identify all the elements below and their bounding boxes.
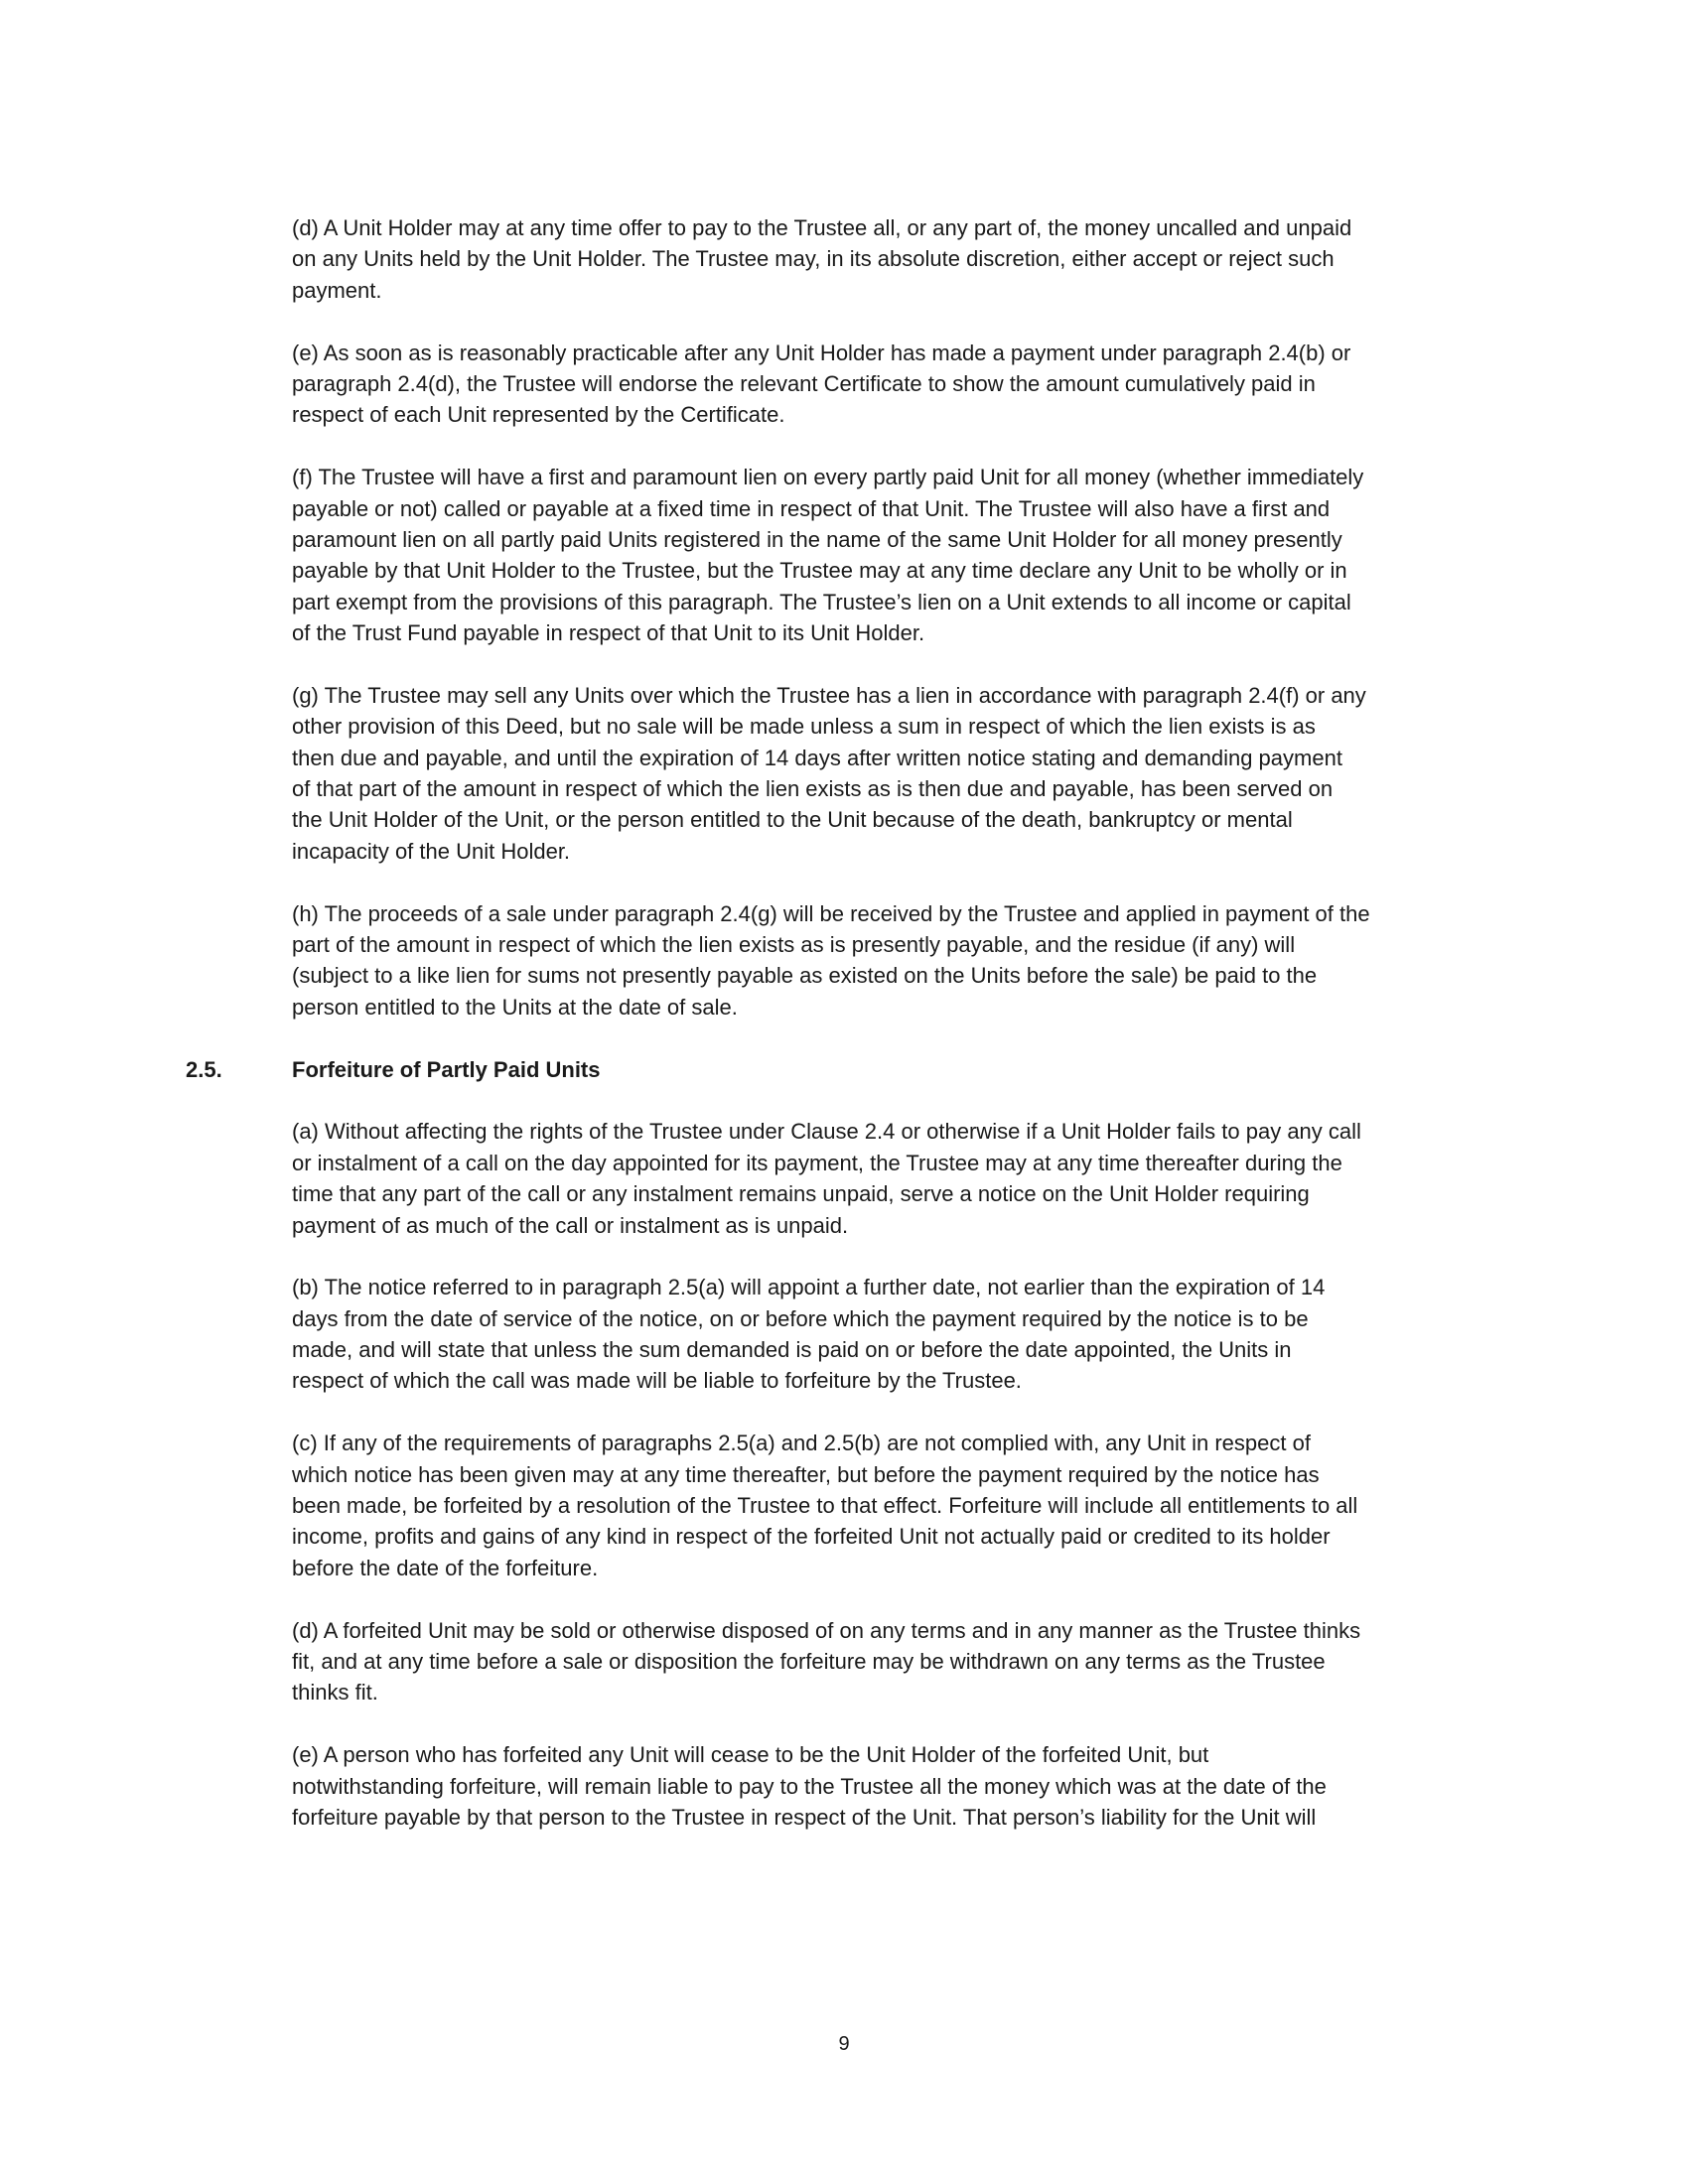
text-line: payment.: [292, 277, 382, 303]
paragraph: [292, 1428, 1688, 1583]
text-line: the Unit Holder of the Unit, or the person entitled to the Unit because of the death, bankruptcy or mental: [292, 807, 1293, 833]
paragraph: [292, 898, 1688, 1024]
text-line: fit, and at any time before a sale or disposition the forfeiture may be withdrawn on any terms as the Trustee: [292, 1648, 1326, 1674]
text-line: of the Trust Fund payable in respect of that Unit to its Unit Holder.: [292, 620, 925, 646]
text-line: (a) Without affecting the rights of the Trustee under Clause 2.4 or otherwise if a Unit Holder fails to pay any call: [292, 1119, 1361, 1145]
text-line: (g) The Trustee may sell any Units over which the Trustee has a lien in accordance with paragraph 2.4(f) or any: [292, 682, 1366, 708]
paragraph: [292, 1272, 1688, 1397]
text-line: (d) A forfeited Unit may be sold or otherwise disposed of on any terms and in any manner as the Trustee thinks: [292, 1617, 1361, 1643]
text-line: income, profits and gains of any kind in respect of the forfeited Unit not actually paid or credited to its holder: [292, 1524, 1331, 1550]
text-line: time that any part of the call or any instalment remains unpaid, serve a notice on the Unit Holder requiring: [292, 1181, 1310, 1207]
text-line: thinks fit.: [292, 1680, 378, 1706]
text-line: then due and payable, and until the expiration of 14 days after written notice stating and demanding payment: [292, 745, 1342, 770]
text-line: which notice has been given may at any time thereafter, but before the payment required by the notice has: [292, 1461, 1320, 1487]
text-line: (e) A person who has forfeited any Unit will cease to be the Unit Holder of the forfeited Unit, but: [292, 1742, 1209, 1768]
document-body: [0, 212, 1688, 1864]
text-line: (b) The notice referred to in paragraph 2.5(a) will appoint a further date, not earlier than the expiration of 14: [292, 1275, 1326, 1300]
text-line: been made, be forfeited by a resolution of the Trustee to that effect. Forfeiture will include all entitlements to all: [292, 1493, 1358, 1519]
text-line: forfeiture payable by that person to the Trustee in respect of the Unit. That person’s liability for the Unit will: [292, 1804, 1317, 1830]
text-line: (c) If any of the requirements of paragraphs 2.5(a) and 2.5(b) are not complied with, any Unit in respect of: [292, 1431, 1311, 1456]
paragraph: [292, 462, 1688, 648]
section-number: 2.5.: [186, 1056, 222, 1082]
text-line: other provision of this Deed, but no sale will be made unless a sum in respect of which the lien exists is as: [292, 714, 1316, 740]
text-line: payable or not) called or payable at a fixed time in respect of that Unit. The Trustee will also have a first and: [292, 495, 1331, 521]
text-line: before the date of the forfeiture.: [292, 1555, 599, 1580]
text-line: incapacity of the Unit Holder.: [292, 838, 571, 864]
text-line: paragraph 2.4(d), the Trustee will endorse the relevant Certificate to show the amount cumulatively paid in: [292, 370, 1316, 396]
paragraph: [292, 1739, 1688, 1833]
text-line: payable by that Unit Holder to the Trustee, but the Trustee may at any time declare any Unit to be wholly or in: [292, 558, 1347, 584]
section-title: Forfeiture of Partly Paid Units: [292, 1056, 601, 1082]
text-line: (d) A Unit Holder may at any time offer to pay to the Trustee all, or any part of, the money uncalled and unpaid: [292, 215, 1352, 240]
text-line: respect of each Unit represented by the Certificate.: [292, 402, 785, 428]
section-heading: [0, 1054, 1688, 1085]
paragraph: [292, 680, 1688, 867]
text-line: of that part of the amount in respect of which the lien exists as is then due and payable, has been served on: [292, 776, 1334, 802]
text-line: part of the amount in respect of which the lien exists as is presently payable, and the residue (if any) will: [292, 931, 1296, 957]
paragraphs-section-2-5: [0, 1116, 1688, 1833]
text-line: (f) The Trustee will have a first and paramount lien on every partly paid Unit for all money (whether immediately: [292, 465, 1364, 490]
paragraph: [292, 1116, 1688, 1241]
paragraph: [292, 1615, 1688, 1708]
text-line: or instalment of a call on the day appointed for its payment, the Trustee may at any time thereafter during the: [292, 1150, 1342, 1175]
text-line: part exempt from the provisions of this paragraph. The Trustee’s lien on a Unit extends to all income or capital: [292, 589, 1351, 614]
text-line: made, and will state that unless the sum demanded is paid on or before the date appointed, the Units in: [292, 1337, 1292, 1363]
text-line: days from the date of service of the notice, on or before which the payment required by the notice is to be: [292, 1305, 1309, 1331]
text-line: person entitled to the Units at the date of sale.: [292, 994, 738, 1020]
text-line: on any Units held by the Unit Holder. The Trustee may, in its absolute discretion, either accept or reject such: [292, 246, 1335, 272]
text-line: (e) As soon as is reasonably practicable after any Unit Holder has made a payment under paragraph 2.4(b) or: [292, 340, 1351, 365]
text-line: paramount lien on all partly paid Units registered in the name of the same Unit Holder for all money presently: [292, 526, 1342, 552]
page-number: 9: [838, 2033, 850, 2055]
text-line: payment of as much of the call or instalment as is unpaid.: [292, 1212, 849, 1238]
text-line: (h) The proceeds of a sale under paragraph 2.4(g) will be received by the Trustee and applied in payment of the: [292, 900, 1370, 926]
text-line: notwithstanding forfeiture, will remain liable to pay to the Trustee all the money which was at the date of the: [292, 1773, 1327, 1799]
text-line: (subject to a like lien for sums not presently payable as existed on the Units before the sale) be paid to the: [292, 963, 1318, 989]
paragraph: [292, 338, 1688, 431]
paragraph: [292, 212, 1688, 306]
paragraphs-section-2-4: [0, 212, 1688, 1023]
text-line: respect of which the call was made will be liable to forfeiture by the Trustee.: [292, 1368, 1022, 1394]
